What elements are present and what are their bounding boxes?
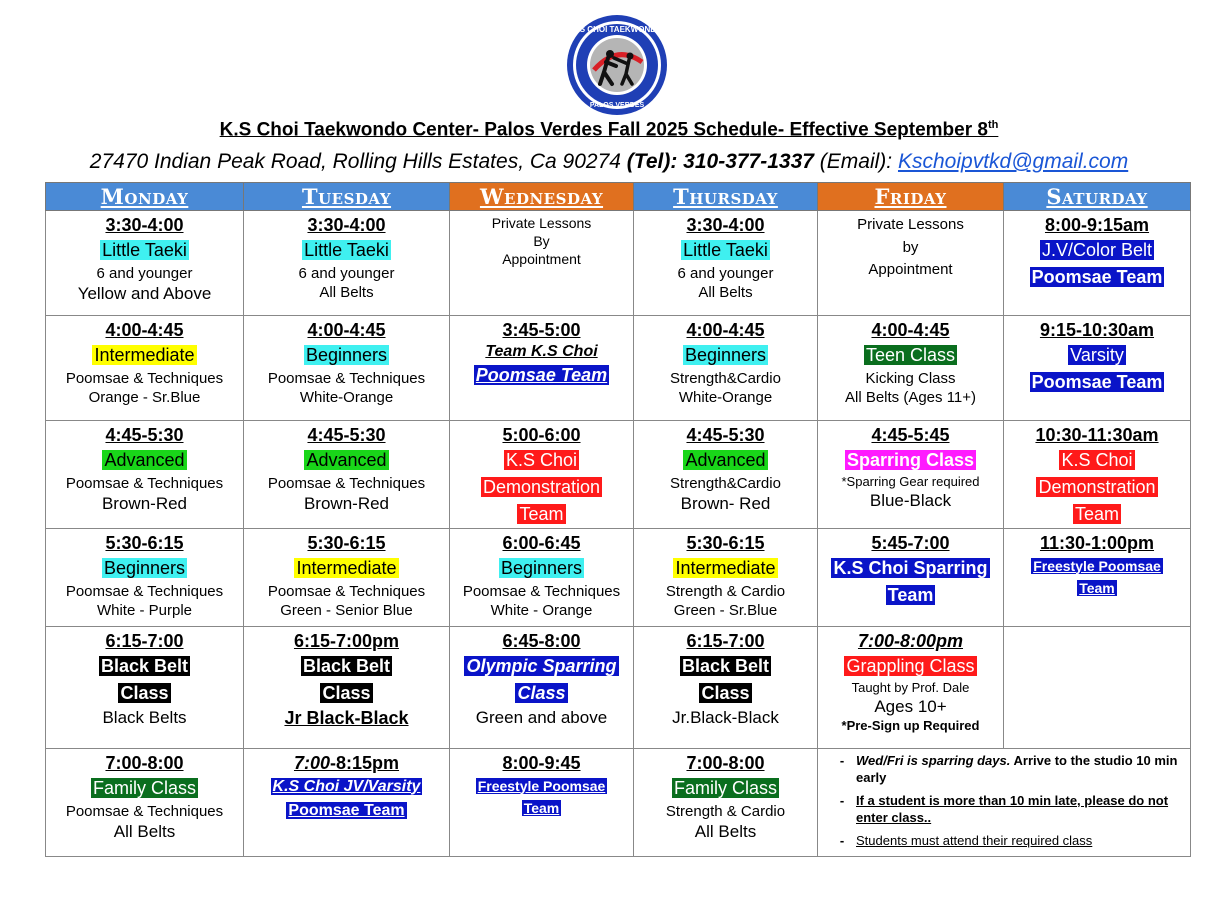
- class-name: Freestyle Poomsae: [1033, 557, 1161, 574]
- slot-cell: [46, 421, 244, 529]
- slot-detail: by: [902, 238, 919, 256]
- slot-time: 4:45-5:30: [307, 425, 386, 445]
- class-name: K.S Choi Sparring: [833, 557, 988, 578]
- slot-time: 4:00-4:45: [307, 320, 386, 340]
- address: 27470 Indian Peak Road, Rolling Hills Estates, Ca 90274: [89, 150, 621, 173]
- slot-belts: Yellow and Above: [77, 284, 212, 303]
- page-title: K.S Choi Taekwondo Center- Palos Verdes Fall 2025 Schedule- Effective September 8th: [219, 119, 999, 141]
- slot-belts: Black Belts: [102, 707, 187, 727]
- class-name: Family Class: [92, 777, 196, 798]
- class-name: Varsity: [1070, 344, 1124, 365]
- notes-cell: [818, 749, 1191, 857]
- slot-time: 8:00-9:15am: [1044, 215, 1150, 235]
- slot-belts: All Belts: [319, 284, 374, 301]
- slot-cell: [46, 529, 244, 627]
- slot-cell: [1004, 529, 1191, 627]
- slot-detail: Private Lessons: [491, 215, 592, 231]
- slot-belts: White-Orange: [678, 389, 773, 406]
- slot-belts: Brown-Red: [101, 494, 188, 513]
- slot-detail: Taught by Prof. Dale: [851, 679, 970, 695]
- slot-detail: Strength&Cardio: [670, 369, 781, 387]
- class-name: Team: [523, 799, 560, 816]
- title-superscript: th: [987, 119, 999, 131]
- class-name: Team K.S Choi: [485, 342, 598, 360]
- class-name: Class: [701, 682, 750, 703]
- class-name: Little Taeki: [304, 239, 389, 260]
- slot-cell: [450, 211, 634, 316]
- logo-bottom-text: PALOS VERDES: [589, 102, 645, 109]
- slot-cell: [634, 529, 818, 627]
- class-name: J.V/Color Belt: [1041, 239, 1153, 260]
- class-name: Poomsae Team: [1031, 266, 1163, 287]
- day-header-saturday: Saturday: [1004, 183, 1191, 211]
- class-name: Black Belt: [302, 655, 391, 676]
- slot-cell: [46, 749, 244, 857]
- slot-time: 8:00-9:45: [502, 753, 581, 773]
- schedule-row: [46, 627, 1191, 749]
- class-name: Family Class: [673, 777, 777, 798]
- slot-cell: [818, 627, 1004, 749]
- slot-detail: 6 and younger: [96, 264, 193, 282]
- schedule-row: [46, 421, 1191, 529]
- slot-cell: [244, 421, 450, 529]
- slot-cell: [818, 211, 1004, 316]
- slot-belts: White - Orange: [490, 602, 593, 619]
- slot-cell: [450, 749, 634, 857]
- slot-belts: Orange - Sr.Blue: [88, 389, 201, 406]
- schedule-row: [46, 316, 1191, 421]
- slot-time: [246, 752, 447, 775]
- school-logo: [566, 14, 668, 116]
- slot-cell: [1004, 316, 1191, 421]
- slot-time: 4:45-5:45: [871, 425, 950, 445]
- slot-time: 7:00-8:00pm: [857, 631, 964, 651]
- slot-time: 3:30-4:00: [105, 215, 184, 235]
- slot-detail: Appointment: [502, 251, 581, 268]
- class-name: Poomsae Team: [1031, 371, 1163, 392]
- class-name: Demonstration: [482, 476, 601, 497]
- slot-cell: [46, 211, 244, 316]
- slot-cell: [450, 627, 634, 749]
- slot-belts: White - Purple: [96, 602, 193, 619]
- slot-cell: [46, 627, 244, 749]
- class-name: Class: [322, 682, 371, 703]
- slot-belts: Green and above: [475, 707, 608, 727]
- slot-belts: Green - Senior Blue: [280, 602, 413, 619]
- note-item: - Wed/Fri is sparring days. Arrive to the studio 10 min early: [839, 753, 1178, 785]
- slot-time: 6:15-7:00: [686, 631, 765, 651]
- slot-time: 3:30-4:00: [686, 215, 765, 235]
- slot-belts: All Belts: [698, 284, 753, 301]
- slot-time: 9:15-10:30am: [1039, 320, 1155, 340]
- contact-line: [0, 150, 1218, 174]
- slot-time-start: 7:00: [293, 753, 330, 773]
- slot-belts: All Belts: [694, 822, 757, 841]
- slot-time: 6:00-6:45: [502, 533, 581, 553]
- slot-detail: 6 and younger: [298, 264, 395, 282]
- slot-time: 3:30-4:00: [307, 215, 386, 235]
- slot-cell: [818, 529, 1004, 627]
- slot-detail: Poomsae & Techniques: [65, 474, 224, 492]
- schedule-row: [46, 529, 1191, 627]
- class-name: Beginners: [500, 557, 583, 578]
- slot-belts: Jr.Black-Black: [672, 707, 779, 727]
- slot-time: 6:15-7:00: [105, 631, 184, 651]
- slot-cell-empty: [1004, 627, 1191, 749]
- class-name: Intermediate: [296, 557, 397, 578]
- slot-detail: 6 and younger: [677, 264, 774, 282]
- class-name: Beginners: [684, 344, 767, 365]
- note-sparring-days: Wed/Fri is sparring days.: [856, 753, 1011, 768]
- slot-time: 5:30-6:15: [307, 533, 386, 553]
- slot-belts: Brown- Red: [680, 494, 771, 513]
- slot-cell: [634, 316, 818, 421]
- class-name: Beginners: [103, 557, 186, 578]
- slot-note: *Pre-Sign up Required: [841, 718, 980, 734]
- class-name: Intermediate: [675, 557, 776, 578]
- slot-belts: Brown-Red: [303, 494, 390, 513]
- slot-time: 5:30-6:15: [105, 533, 184, 553]
- slot-detail: Poomsae & Techniques: [65, 802, 224, 820]
- slot-cell: [634, 211, 818, 316]
- slot-detail: Poomsae & Techniques: [267, 369, 426, 387]
- phone: (Tel): 310-377-1337: [626, 150, 814, 173]
- class-name: Team: [519, 503, 564, 524]
- day-header-wednesday: Wednesday: [450, 183, 634, 211]
- slot-cell: [1004, 421, 1191, 529]
- slot-time: 4:00-4:45: [871, 320, 950, 340]
- slot-time: 5:30-6:15: [686, 533, 765, 553]
- slot-cell: [634, 749, 818, 857]
- slot-cell: [450, 529, 634, 627]
- class-name: Black Belt: [681, 655, 770, 676]
- class-name: Poomsae Team: [475, 365, 608, 386]
- class-name: K.S Choi JV/Varsity: [272, 777, 421, 795]
- slot-belts: All Belts (Ages 11+): [844, 389, 977, 406]
- class-name: Little Taeki: [102, 239, 187, 260]
- slot-detail: Poomsae & Techniques: [267, 582, 426, 600]
- note-item: - If a student is more than 10 min late, please do not enter class..: [828, 793, 1184, 827]
- slot-cell: [818, 316, 1004, 421]
- class-name: K.S Choi: [1061, 449, 1133, 470]
- slot-belts: White-Orange: [299, 389, 394, 406]
- class-name: Team: [1074, 503, 1119, 524]
- class-name: Little Taeki: [683, 239, 768, 260]
- slot-cell: [634, 421, 818, 529]
- email-label: (Email):: [819, 150, 893, 173]
- slot-belts: Jr Black-Black: [284, 707, 409, 728]
- class-name: Olympic Sparring: [466, 655, 617, 676]
- class-name: K.S Choi: [505, 449, 578, 470]
- day-header-thursday: Thursday: [634, 183, 818, 211]
- slot-cell: [818, 421, 1004, 529]
- class-name: Advanced: [104, 449, 185, 470]
- schedule-row: [46, 211, 1191, 316]
- slot-cell: [450, 316, 634, 421]
- slot-time: 7:00-8:00: [686, 753, 765, 773]
- slot-time: 4:00-4:45: [105, 320, 184, 340]
- slot-cell: [244, 627, 450, 749]
- slot-detail: Poomsae & Techniques: [65, 369, 224, 387]
- slot-belts: All Belts: [113, 822, 176, 841]
- email-link[interactable]: Kschoipvtkd@gmail.com: [897, 150, 1129, 173]
- slot-time-end: -8:15pm: [330, 753, 400, 773]
- day-header-friday: Friday: [818, 183, 1004, 211]
- slot-time: 11:30-1:00pm: [1039, 533, 1155, 553]
- class-name: Team: [1079, 579, 1115, 596]
- slot-detail: Private Lessons: [857, 216, 964, 233]
- slot-detail: *Sparring Gear required: [841, 473, 980, 489]
- slot-time: 6:15-7:00pm: [293, 631, 400, 651]
- slot-time: 6:45-8:00: [502, 631, 581, 651]
- slot-cell: [244, 316, 450, 421]
- slot-detail: Poomsae & Techniques: [65, 582, 224, 600]
- class-name: Team: [887, 584, 934, 605]
- slot-time: 5:45-7:00: [871, 533, 950, 553]
- class-name: Advanced: [685, 449, 766, 470]
- note-late-policy: If a student is more than 10 min late, please do not enter class..: [856, 792, 1169, 825]
- class-name: Advanced: [306, 449, 387, 470]
- slot-time: 5:00-6:00: [502, 425, 581, 445]
- class-name: Sparring Class: [846, 449, 975, 470]
- slot-time: 4:00-4:45: [686, 320, 765, 340]
- slot-time: 4:45-5:30: [105, 425, 184, 445]
- slot-cell: [634, 627, 818, 749]
- schedule-table: [45, 182, 1191, 857]
- slot-cell: [244, 749, 450, 857]
- slot-time: 7:00-8:00: [105, 753, 184, 773]
- class-name: Black Belt: [100, 655, 189, 676]
- slot-time: 4:45-5:30: [686, 425, 765, 445]
- slot-time: 10:30-11:30am: [1035, 425, 1159, 445]
- class-name: Class: [120, 682, 169, 703]
- slot-cell: [1004, 211, 1191, 316]
- class-name: Grappling Class: [846, 655, 975, 676]
- slot-detail: Appointment: [868, 261, 953, 278]
- note-arrive-early: Arrive to the studio 10 min early: [856, 753, 1178, 785]
- slot-detail: Poomsae & Techniques: [267, 474, 426, 492]
- class-name: Teen Class: [865, 344, 956, 365]
- slot-cell: [450, 421, 634, 529]
- logo-top-text: K.S CHOI TAEKWONDO: [571, 25, 663, 34]
- slot-cell: [46, 316, 244, 421]
- slot-belts: Green - Sr.Blue: [673, 602, 778, 619]
- slot-belts: Blue-Black: [869, 491, 952, 511]
- class-name: Poomsae Team: [288, 801, 405, 819]
- class-name: Freestyle Poomsae: [477, 777, 606, 794]
- class-name: Demonstration: [1038, 476, 1156, 497]
- day-header-tuesday: Tuesday: [244, 183, 450, 211]
- day-header-row: [46, 183, 1191, 211]
- slot-detail: By: [533, 233, 550, 250]
- slot-detail: Strength & Cardio: [665, 582, 786, 600]
- slot-time: 3:45-5:00: [502, 320, 581, 340]
- slot-cell: [244, 529, 450, 627]
- note-required-class: Students must attend their required class: [856, 832, 1093, 848]
- slot-detail: Strength&Cardio: [670, 474, 781, 492]
- class-name: Beginners: [305, 344, 388, 365]
- schedule-row: [46, 749, 1191, 857]
- slot-detail: Kicking Class: [865, 369, 956, 387]
- slot-detail: Strength & Cardio: [665, 802, 786, 820]
- class-name: Class: [517, 682, 566, 703]
- slot-cell: [244, 211, 450, 316]
- slot-detail: Poomsae & Techniques: [462, 582, 621, 600]
- note-item: - Students must attend their required class: [839, 832, 1093, 848]
- slot-detail: Ages 10+: [874, 697, 947, 717]
- class-name: Intermediate: [94, 344, 195, 365]
- day-header-monday: Monday: [46, 183, 244, 211]
